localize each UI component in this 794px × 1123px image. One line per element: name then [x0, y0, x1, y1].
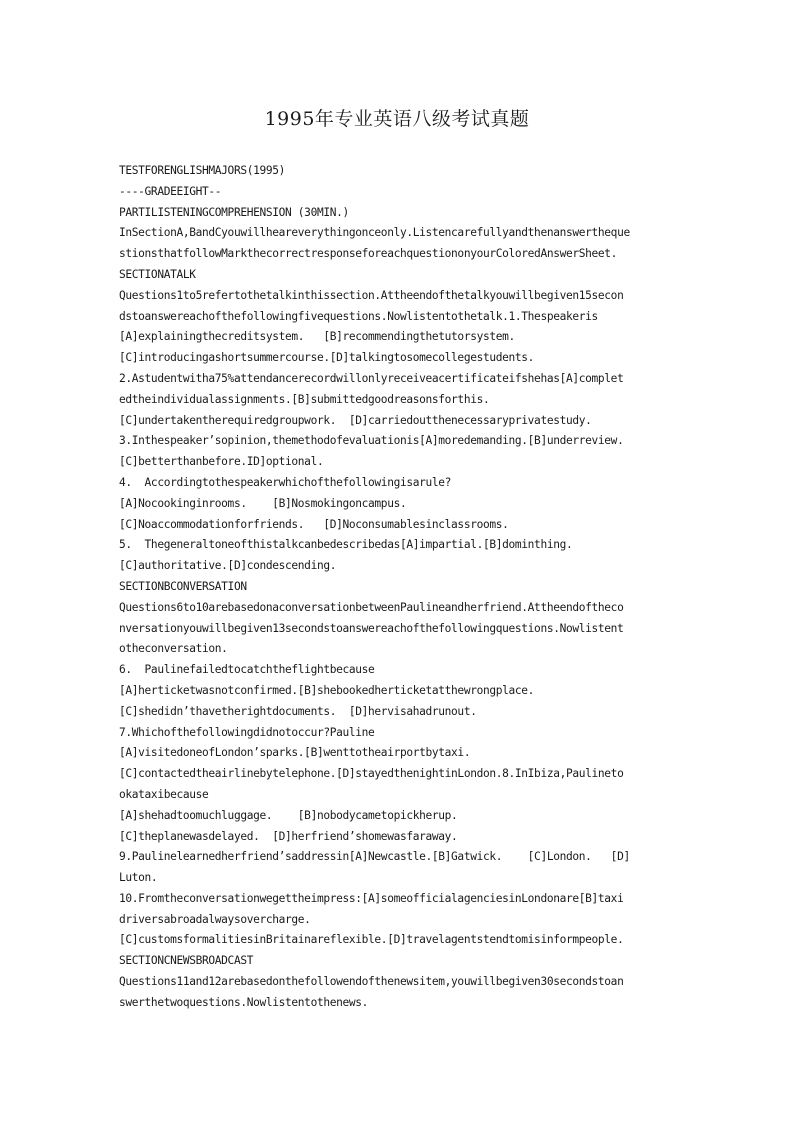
text-line: [A]herticketwasnotconfirmed.[B]shebookedherticketatthewrongplace.: [119, 683, 535, 697]
text-line: [A]shehadtoomuchluggage. [B]nobodycametopickherup.: [119, 808, 458, 822]
text-line: [C]introducingashortsummercourse.[D]talkingtosomecollegestudents.: [119, 351, 535, 365]
text-line: SECTIONBCONVERSATION: [119, 579, 247, 593]
document-body: [119, 161, 679, 1014]
text-line: 4. Accordingtothespeakerwhichofthefollowingisarule?: [119, 475, 452, 489]
text-line: 5. Thegeneraltoneofthistalkcanbedescribedas[A]impartial.[B]dominthing.: [119, 538, 573, 552]
text-line: SECTIONATALK: [119, 267, 196, 281]
text-line: Questions1to5refertothetalkinthissection.Attheendofthetalkyouwillbegiven15secon: [119, 288, 624, 302]
text-line: stionsthatfollowMarkthecorrectresponseforeachquestiononyourColoredAnswerSheet.: [119, 247, 618, 261]
text-line: otheconversation.: [119, 642, 228, 656]
document-title: 1995年专业英语八级考试真题: [264, 108, 530, 130]
text-line: [C]contactedtheairlinebytelephone.[D]stayedthenightinLondon.8.InIbiza,Paulineto: [119, 767, 624, 781]
text-line: [A]explainingthecreditsystem. [B]recommendingthetutorsystem.: [119, 330, 515, 344]
text-line: SECTIONCNEWSBROADCAST: [119, 954, 254, 968]
text-line: 7.Whichofthefollowingdidnotoccur?Pauline: [119, 725, 375, 739]
text-line: PARTILISTENINGCOMPREHENSION (30MIN.): [119, 205, 349, 219]
text-line: InSectionA,BandCyouwillheareverythingonceonly.Listencarefullyandthenanswertheque: [119, 226, 630, 240]
text-line: TESTFORENGLISHMAJORS(1995): [119, 164, 286, 177]
text-line: [C]shedidn’thavetherightdocuments. [D]hervisahadrunout.: [119, 704, 477, 718]
text-line: 6. Paulinefailedtocatchtheflightbecause: [119, 663, 375, 677]
text-line: edtheindividualassignments.[B]submittedgoodreasonsforthis.: [119, 392, 490, 406]
text-line: [C]betterthanbefore.ID]optional.: [119, 455, 324, 469]
text-line: [C]customsformalitiesinBritainareflexible.[D]travelagentstendtomisinformpeople.: [119, 933, 624, 947]
text-line: [C]theplanewasdelayed. [D]herfriend’shomewasfaraway.: [119, 829, 458, 843]
text-line: 10.Fromtheconversationwegettheimpress:[A]someofficialagenciesinLondonare[B]taxi: [119, 891, 624, 905]
text-line: [C]undertakentherequiredgroupwork. [D]carriedoutthenecessaryprivatestudy.: [119, 413, 592, 427]
text-line: [C]authoritative.[D]condescending.: [119, 559, 337, 573]
text-line: 2.Astudentwitha75%attendancerecordwillonlyreceiveacertificateifshehas[A]complet: [119, 371, 624, 385]
text-line: ----GRADEEIGHT--: [119, 184, 222, 198]
text-line: dstoanswereachofthefollowingfivequestions.Nowlistentothetalk.1.Thespeakeris: [119, 309, 598, 323]
text-line: Questions11and12arebasedonthefollowendofthenewsitem,youwillbegiven30secondstoan: [119, 975, 624, 989]
text-line: Luton.: [119, 871, 158, 885]
text-line: Questions6to10arebasedonaconversationbetweenPaulineandherfriend.Attheendoftheco: [119, 600, 624, 614]
text-line: driversabroadalwaysovercharge.: [119, 912, 311, 926]
text-line: 3.Inthespeaker’sopinion,themethodofevaluationis[A]moredemanding.[B]underreview.: [119, 434, 624, 448]
text-line: nversationyouwillbegiven13secondstoanswereachofthefollowingquestions.Nowlistent: [119, 621, 624, 635]
text-line: [A]visitedoneofLondon’sparks.[B]wenttotheairportbytaxi.: [119, 746, 471, 760]
text-line: [C]Noaccommodationforfriends. [D]Noconsumablesinclassrooms.: [119, 517, 509, 531]
text-line: 9.Paulinelearnedherfriend’saddressin[A]Newcastle.[B]Gatwick. [C]London. [D]: [119, 850, 630, 864]
text-line: [A]Nocookinginrooms. [B]Nosmokingoncampus.: [119, 496, 407, 510]
text-line: swerthetwoquestions.Nowlistentothenews.: [119, 995, 369, 1009]
text-line: okataxibecause: [119, 787, 209, 801]
